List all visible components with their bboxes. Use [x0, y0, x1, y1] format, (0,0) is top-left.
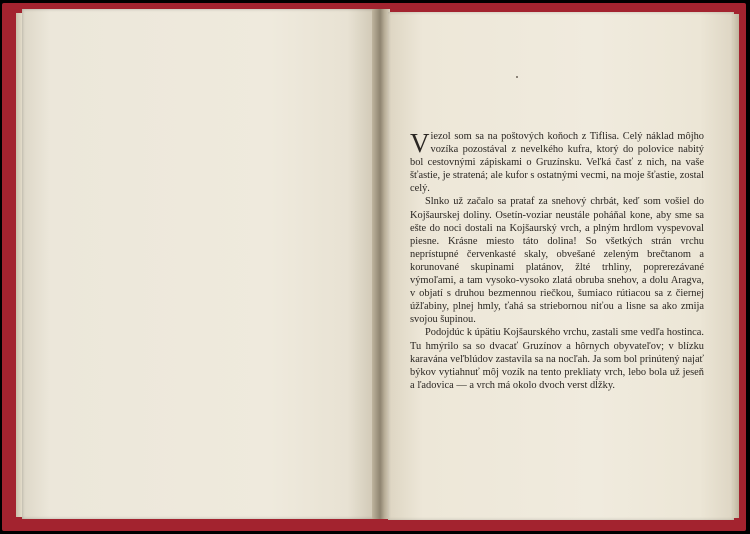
paper-speck	[516, 76, 518, 78]
chapter-text	[410, 130, 704, 392]
paragraph-1: Viezol som sa na poštových koňoch z Tiflisa. Celý náklad môjho vozíka pozostával z nevelkého kufra, ktorý do polovice nabitý bol cestovnými zápiskami o Gruzínsku. Veľká časť z nich, na vaše šťastie, je stratená; ale kufor s ostatnými vecmi, na moje šťastie, zostal celý.	[410, 128, 704, 195]
paragraph-2: Slnko už začalo sa prataf za snehový chrbát, keď som vošiel do Kojšaurskej doliny. Osetín-voziar neustále poháňal kone, aby sme sa ešte do noci dostali na Kojšaurský vrch, a plným hrdlom vyspevoval piesne. Krásne miesto táto dolina! So všetkých strán vrchu neprístupné červenkasté skaly, obvešané zeleným brečtanom a korunované skupinami platánov, žlté trhliny, poprerezávané výmoľami, a tam vysoko-vysoko zlatá obruba snehov, a dolu Aragva, v objatí s druhou bezmennou riečkou, šumiaco rútiacou sa z čiernej úžľabiny, plnej hmly, ťahá sa striebornou niťou a lisne sa ako zmija svojou šupinou.	[410, 196, 704, 326]
left-page-blank	[22, 9, 376, 519]
right-page	[388, 12, 734, 520]
page-edge	[733, 14, 739, 518]
drop-cap: V	[410, 128, 430, 158]
paragraph-3: Podojdúc k úpätiu Kojšaurského vrchu, zastali sme vedľa hostinca. Tu hmýrilo sa so dvacať Gruzínov a hôrnych obyvateľov; v blízku karavána veľblúdov zastavila sa na nocľah. Ja som bol prinútený najať býkov vytiahnuť môj vozík na tento prekliaty vrch, lebo bola už jeseň a ľadovica — a vrch má okolo dvoch verst dĺžky.	[410, 327, 704, 391]
